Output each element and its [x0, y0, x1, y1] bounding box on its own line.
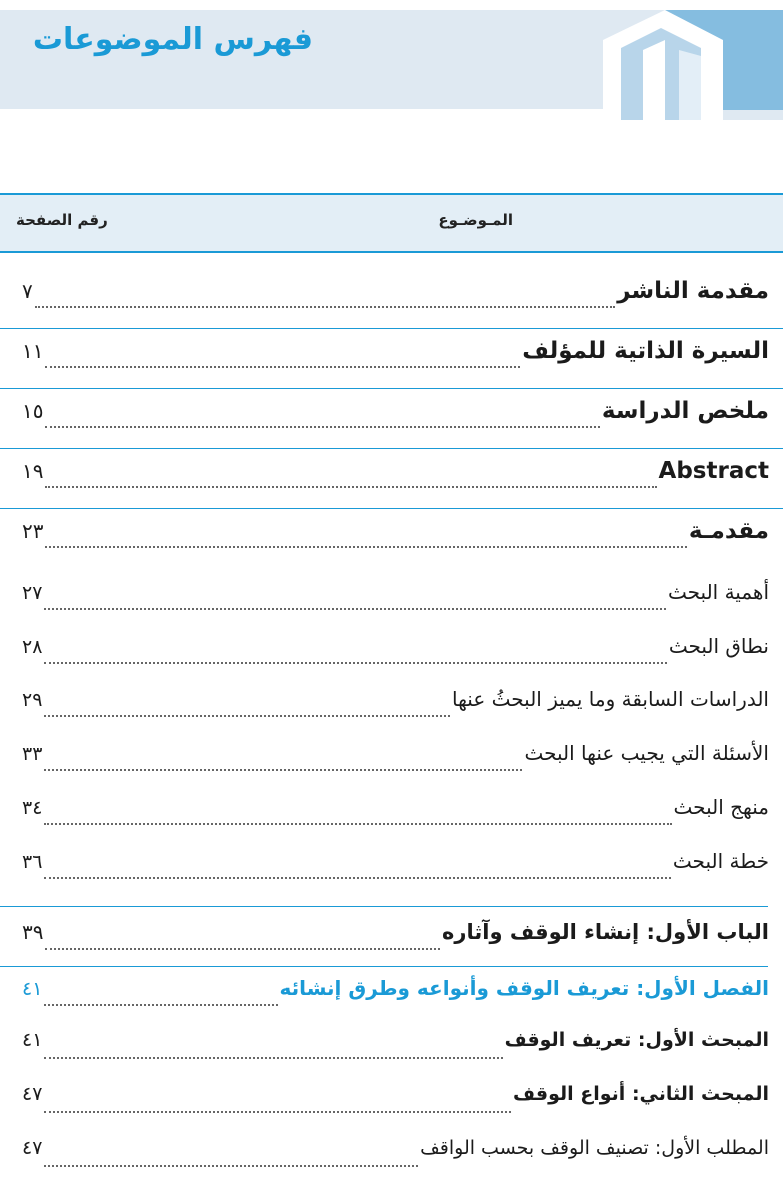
- dot-leader: [35, 306, 616, 308]
- toc-entry-title: Abstract: [658, 458, 769, 484]
- toc-entry-page: ٢٣: [22, 519, 44, 543]
- dot-leader: [45, 948, 440, 950]
- toc-entry-title: المبحث الأول: تعريف الوقف: [504, 1029, 769, 1051]
- toc-entry[interactable]: [22, 518, 769, 558]
- toc-entry[interactable]: [22, 398, 769, 438]
- toc-entry[interactable]: [22, 1083, 769, 1123]
- toc-entry-page: ٤٧: [22, 1083, 43, 1105]
- toc-entry[interactable]: [22, 1137, 769, 1177]
- toc-entry[interactable]: [22, 849, 769, 889]
- column-page-label: رقم الصفحة: [16, 211, 108, 229]
- toc-entry[interactable]: [22, 795, 769, 835]
- dot-leader: [44, 1111, 511, 1113]
- toc-entry[interactable]: [22, 580, 769, 620]
- arch-emblem-icon: [603, 10, 783, 120]
- dot-leader: [44, 662, 666, 664]
- toc-entry-page: ١١: [22, 339, 44, 363]
- dot-leader: [45, 546, 686, 548]
- toc-entry-title: خطة البحث: [672, 849, 769, 873]
- dot-leader: [44, 608, 666, 610]
- toc-entry-page: ٣٦: [22, 851, 43, 873]
- dot-leader: [44, 715, 450, 717]
- column-topic-label: المـوضـوع: [438, 211, 513, 229]
- divider: [0, 966, 768, 967]
- divider: [0, 388, 783, 389]
- divider: [0, 508, 783, 509]
- dot-leader: [45, 366, 520, 368]
- toc-entry-page: ٤١: [22, 1029, 43, 1051]
- divider: [0, 906, 768, 907]
- dot-leader: [45, 486, 656, 488]
- toc-entry-page: ٤٧: [22, 1137, 43, 1159]
- toc-entry-page: ٧: [22, 279, 33, 303]
- toc-entry-title: منهج البحث: [673, 795, 769, 819]
- toc-entry-page: ٣٩: [22, 920, 44, 944]
- dot-leader: [45, 426, 599, 428]
- toc-entry-page: ٤١: [22, 978, 43, 1000]
- toc-entry-title: نطاق البحث: [668, 634, 769, 658]
- page-title: فهرس الموضوعات: [32, 22, 313, 57]
- toc-entry-title: أهمية البحث: [667, 580, 769, 604]
- toc-entry-title: مقدمـة: [688, 518, 769, 544]
- toc-entry-title: الأسئلة التي يجيب عنها البحث: [524, 741, 769, 765]
- toc-entry[interactable]: [22, 634, 769, 674]
- toc-entry-title: المطلب الأول: تصنيف الوقف بحسب الواقف: [420, 1137, 769, 1159]
- toc-entry[interactable]: [22, 920, 769, 960]
- toc-entry[interactable]: [22, 1029, 769, 1069]
- toc-entry-page: ٢٨: [22, 636, 43, 658]
- divider: [0, 448, 783, 449]
- toc-entry-title: المبحث الثاني: أنواع الوقف: [513, 1083, 769, 1105]
- toc-entry-title: الفصل الأول: تعريف الوقف وأنواعه وطرق إنشائه: [279, 976, 769, 1000]
- toc-entry-page: ١٥: [22, 399, 44, 423]
- dot-leader: [44, 877, 670, 879]
- toc-entry[interactable]: [22, 976, 769, 1016]
- toc-entry-title: مقدمة الناشر: [617, 278, 769, 304]
- toc-entry[interactable]: [22, 338, 769, 378]
- toc-entry-page: ٣٣: [22, 743, 43, 765]
- toc-entry-title: السيرة الذاتية للمؤلف: [522, 338, 769, 364]
- table-header: [0, 193, 783, 253]
- toc-entry[interactable]: [22, 741, 769, 781]
- dot-leader: [44, 1004, 277, 1006]
- toc-entry-title: ملخص الدراسة: [601, 398, 769, 424]
- toc-entry-page: ٢٩: [22, 689, 43, 711]
- toc-entry[interactable]: [22, 687, 769, 727]
- toc-entry-page: ٢٧: [22, 582, 43, 604]
- toc-entry-page: ١٩: [22, 459, 44, 483]
- divider: [0, 328, 783, 329]
- toc-entry-title: الدراسات السابقة وما يميز البحثُ عنها: [451, 687, 769, 711]
- dot-leader: [44, 1057, 502, 1059]
- toc-entry-page: ٣٤: [22, 797, 43, 819]
- dot-leader: [44, 823, 671, 825]
- toc-entry[interactable]: [22, 278, 769, 318]
- dot-leader: [44, 769, 522, 771]
- toc-entry-title: الباب الأول: إنشاء الوقف وآثاره: [442, 920, 769, 944]
- toc-entry[interactable]: [22, 458, 769, 498]
- dot-leader: [44, 1165, 418, 1167]
